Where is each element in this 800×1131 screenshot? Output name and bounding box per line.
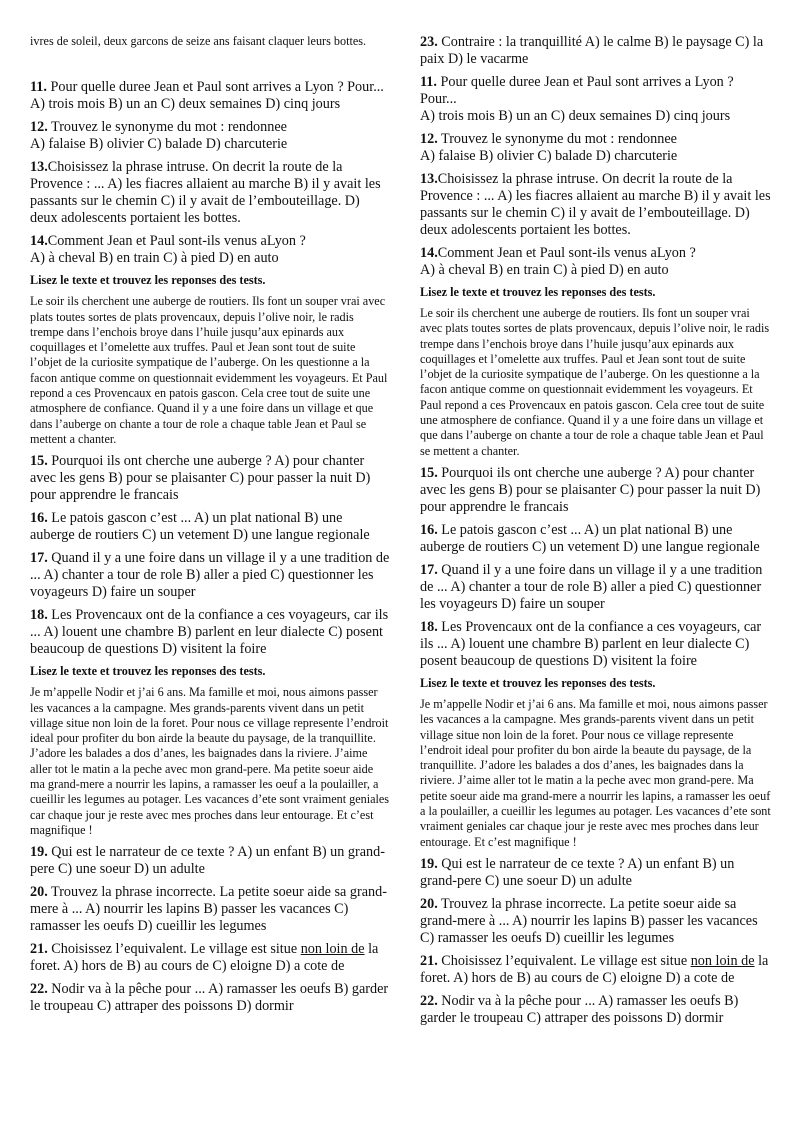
question-number: 18.	[30, 607, 48, 624]
question-text: Trouvez le synonyme du mot : rendonnee	[437, 131, 677, 147]
question-13	[30, 159, 390, 227]
question-19	[30, 844, 390, 878]
question-text: Trouvez la phrase incorrecte. La petite soeur aide sa grand-mere à ... A) nourrir les lapins B) passer les vacances C) ramasser les oeufs D) cueillir les legumes	[30, 884, 387, 935]
question-number: 21.	[420, 952, 438, 969]
question-options: A) à cheval B) en train C) à pied D) en auto	[420, 262, 669, 278]
question-21	[30, 941, 390, 975]
question-text: Nodir va à la pêche pour ... A) ramasser les oeufs B) garder le troupeau C) attraper des poissons D) dormir	[30, 981, 389, 1015]
question-text: Les Provencaux ont de la confiance a ces voyageurs, car ils ... A) louent une chambre B) parlent en leur dialecte C) posent beaucoup de questions D) visitent la foire	[30, 607, 389, 658]
underlined-phrase: non loin de	[690, 952, 755, 969]
question-number: 14.	[420, 245, 438, 261]
underlined-phrase: non loin de	[300, 941, 365, 958]
question-22	[30, 981, 390, 1015]
question-text: Qui est le narrateur de ce texte ? A) un enfant B) un grand-pere C) une soeur D) un adulte	[30, 844, 385, 878]
question-11	[420, 74, 772, 125]
question-text: Trouvez la phrase incorrecte. La petite soeur aide sa grand-mere à ... A) nourrir les lapins B) passer les vacances C) ramasser les oeufs D) cueillir les legumes	[420, 895, 758, 946]
question-text: Pourquoi ils ont cherche une auberge ? A) pour chanter avec les gens B) pour se plaisanter C) pour passer la nuit D) pour apprendre le francais	[420, 464, 761, 515]
question-number: 14.	[30, 233, 48, 250]
question-text: Les Provencaux ont de la confiance a ces voyageurs, car ils ... A) louent une chambre B) parlent en leur dialecte C) posent beaucoup de questions D) visitent la foire	[420, 618, 762, 669]
question-17	[420, 562, 772, 613]
question-13	[420, 171, 772, 239]
question-options: A) trois mois B) un an C) deux semaines D) cinq jours	[30, 96, 341, 113]
question-number: 22.	[30, 981, 48, 998]
question-text: Le patois gascon c’est ... A) un plat national B) une auberge de routiers C) un vetement D) une langue regionale	[420, 521, 760, 555]
question-options: A) à cheval B) en train C) à pied D) en auto	[30, 250, 279, 267]
question-23	[420, 34, 772, 68]
reading-passage: Je m’appelle Nodir et j’ai 6 ans. Ma famille et moi, nous aimons passer les vacances a la campagne. Mes grands-parents vivent dans un petit village situe non loin de la foret. Pour nous ce village represente l’endroit ideal pour profiter du bon airde la beaute du paysage, de la tranquillite. J’adore les balades a dos d’anes, les baignades dans la riviere. J’aime aller tot le matin a la peche avec mon grand-pere. Ma petite soeur aide ma grand-mere a nourrir les lapins, a ramasser les oeuf a la poulailler, a cueillir les legumes au potager. Les vacances d’ete sont vraiment geniales car chaque jour je reste avec mes proches dans leur entourage. Et c’est magnifique !	[30, 685, 390, 837]
question-15	[420, 465, 772, 516]
question-number: 13.	[30, 159, 48, 176]
question-20	[30, 884, 390, 935]
question-11	[30, 79, 390, 113]
question-number: 15.	[420, 464, 438, 481]
question-14	[30, 233, 390, 267]
question-number: 19.	[30, 844, 48, 861]
question-text: la foret. A) hors de B) au cours de C) eloigne D) a cote de	[420, 952, 769, 986]
section-heading: Lisez le texte et trouvez les reponses des tests.	[420, 675, 656, 690]
question-number: 21.	[30, 941, 48, 958]
question-text: Choisissez la phrase intruse. On decrit la route de la Provence : ... A) les fiacres allaient au marche B) il y avait les passants sur le chemin C) il y avait de l’embouteillage. D) deux adolescents portaient les bottes.	[30, 159, 381, 227]
question-16	[30, 510, 390, 544]
question-options: A) falaise B) olivier C) balade D) charcuterie	[30, 136, 288, 153]
question-12	[420, 131, 772, 165]
question-number: 20.	[30, 884, 48, 901]
question-number: 15.	[30, 453, 48, 470]
question-options: A) falaise B) olivier C) balade D) charcuterie	[420, 148, 678, 164]
question-number: 11.	[420, 74, 437, 90]
question-20	[420, 896, 772, 947]
question-number: 11.	[30, 79, 47, 96]
question-12	[30, 119, 390, 153]
question-text: Quand il y a une foire dans un village il y a une tradition de ... A) chanter a tour de role B) aller a pied C) questionner les voyageurs D) faire un souper	[30, 550, 390, 601]
reading-passage: Le soir ils cherchent une auberge de routiers. Ils font un souper vrai avec plats toutes sortes de plats provencaux, depuis l’olive noir, le radis trempe dans l’enchois broye dans l’huile jusqu’aux epinards aux coquillages et l’omelette aux truffes. Paul et Jean sont tout de suite l’objet de la curiosite sympatique de l’auberge. On les questionne a la facon antique comme on questionnait evidemment les voyageurs. Et Paul repond a ces Provencaux en patois gascon. Cela cree tout de suite une atmosphere de confiance. Quand il y a une foire dans un village et que dans l’auberge on chante a tour de role a chaque table Jean et Paul se mettent a chanter.	[420, 306, 770, 458]
question-22	[420, 993, 772, 1027]
question-text: Choisissez la phrase intruse. On decrit la route de la Provence : ... A) les fiacres allaient au marche B) il y avait les passants sur le chemin C) il y avait de l’embouteillage. D) deux adolescents portaient les bottes.	[420, 171, 771, 238]
intro-text: ivres de soleil, deux garcons de seize ans faisant claquer leurs bottes.	[30, 34, 367, 48]
question-number: 13.	[420, 171, 438, 187]
question-14	[420, 245, 772, 279]
question-text: Comment Jean et Paul sont-ils venus aLyon ?	[437, 245, 696, 261]
question-text: Quand il y a une foire dans un village il y a une tradition de ... A) chanter a tour de role B) aller a pied C) questionner les voyageurs D) faire un souper	[420, 561, 763, 612]
question-number: 16.	[420, 521, 438, 538]
left-column	[30, 34, 390, 1021]
question-number: 17.	[30, 550, 48, 567]
section-heading: Lisez le texte et trouvez les reponses des tests.	[30, 664, 266, 679]
question-number: 20.	[420, 895, 438, 912]
question-18	[420, 619, 772, 670]
question-21	[420, 953, 772, 987]
question-17	[30, 550, 390, 601]
question-text: la foret. A) hors de B) au cours de C) eloigne D) a cote de	[30, 941, 379, 975]
question-text: Le patois gascon c’est ... A) un plat national B) une auberge de routiers C) un vetement D) une langue regionale	[30, 510, 370, 544]
question-text: Pour quelle duree Jean et Paul sont arrives a Lyon ? Pour...	[46, 79, 384, 96]
question-text: Trouvez le synonyme du mot : rendonnee	[47, 119, 287, 136]
question-text: Nodir va à la pêche pour ... A) ramasser les oeufs B) garder le troupeau C) attraper des poissons D) dormir	[420, 992, 739, 1026]
question-15	[30, 453, 390, 504]
question-text: Pourquoi ils ont cherche une auberge ? A) pour chanter avec les gens B) pour se plaisanter C) pour passer la nuit D) pour apprendre le francais	[30, 453, 371, 504]
section-heading: Lisez le texte et trouvez les reponses des tests.	[30, 273, 266, 288]
section-heading: Lisez le texte et trouvez les reponses des tests.	[420, 285, 656, 299]
question-number: 22.	[420, 992, 438, 1009]
question-number: 12.	[30, 119, 48, 136]
question-text: Qui est le narrateur de ce texte ? A) un enfant B) un grand-pere C) une soeur D) un adulte	[420, 855, 735, 889]
question-number: 23.	[420, 34, 438, 50]
question-number: 16.	[30, 510, 48, 527]
question-text: Contraire : la tranquillité A) le calme B) le paysage C) la paix D) le vacarme	[420, 34, 764, 67]
reading-passage: Je m’appelle Nodir et j’ai 6 ans. Ma famille et moi, nous aimons passer les vacances a la campagne. Mes grands-parents vivent dans un petit village situe non loin de la foret. Pour nous ce village represente l’endroit ideal pour profiter du bon airde la beaute du paysage, de la tranquillite. J’adore les balades a dos d’anes, les baignades dans la riviere. J’aime aller tot le matin a la peche avec mon grand-pere. Ma petite soeur aide ma grand-mere a nourrir les lapins, a ramasser les oeuf a la poulailler, a cueillir les legumes au potager. Les vacances d’ete sont vraiment geniales car chaque jour je reste avec mes proches dans leur entourage. Et c’est magnifique !	[420, 696, 771, 849]
reading-passage: Le soir ils cherchent une auberge de routiers. Ils font un souper vrai avec plats toutes sortes de plats provencaux, depuis l’olive noir, le radis trempe dans l’enchois broye dans l’huile jusqu’aux epinards aux coquillages et l’omelette aux truffes. Paul et Jean sont tout de suite l’objet de la curiosite sympatique de l’auberge. On les questionne a la facon antique comme on questionnait evidemment les voyageurs. Et Paul repond a ces Provencaux en patois gascon. Cela cree tout de suite une atmosphere de confiance. Quand il y a une foire dans un village et que dans l’auberge on chante a tour de role a chaque table Jean et Paul se mettent a chanter.	[30, 294, 388, 446]
question-16	[420, 522, 772, 556]
question-text: Choisissez l’equivalent. Le village est situe	[437, 952, 691, 969]
question-options: A) trois mois B) un an C) deux semaines D) cinq jours	[420, 108, 731, 124]
question-text: Pour quelle duree Jean et Paul sont arrives a Lyon ? Pour...	[420, 74, 734, 107]
question-number: 17.	[420, 561, 438, 578]
question-number: 19.	[420, 855, 438, 872]
question-number: 12.	[420, 131, 438, 147]
question-number: 18.	[420, 618, 438, 635]
question-text: Comment Jean et Paul sont-ils venus aLyon ?	[47, 233, 306, 250]
question-text: Choisissez l’equivalent. Le village est situe	[47, 941, 301, 958]
question-19	[420, 856, 772, 890]
question-18	[30, 607, 390, 658]
right-column	[420, 34, 772, 1033]
